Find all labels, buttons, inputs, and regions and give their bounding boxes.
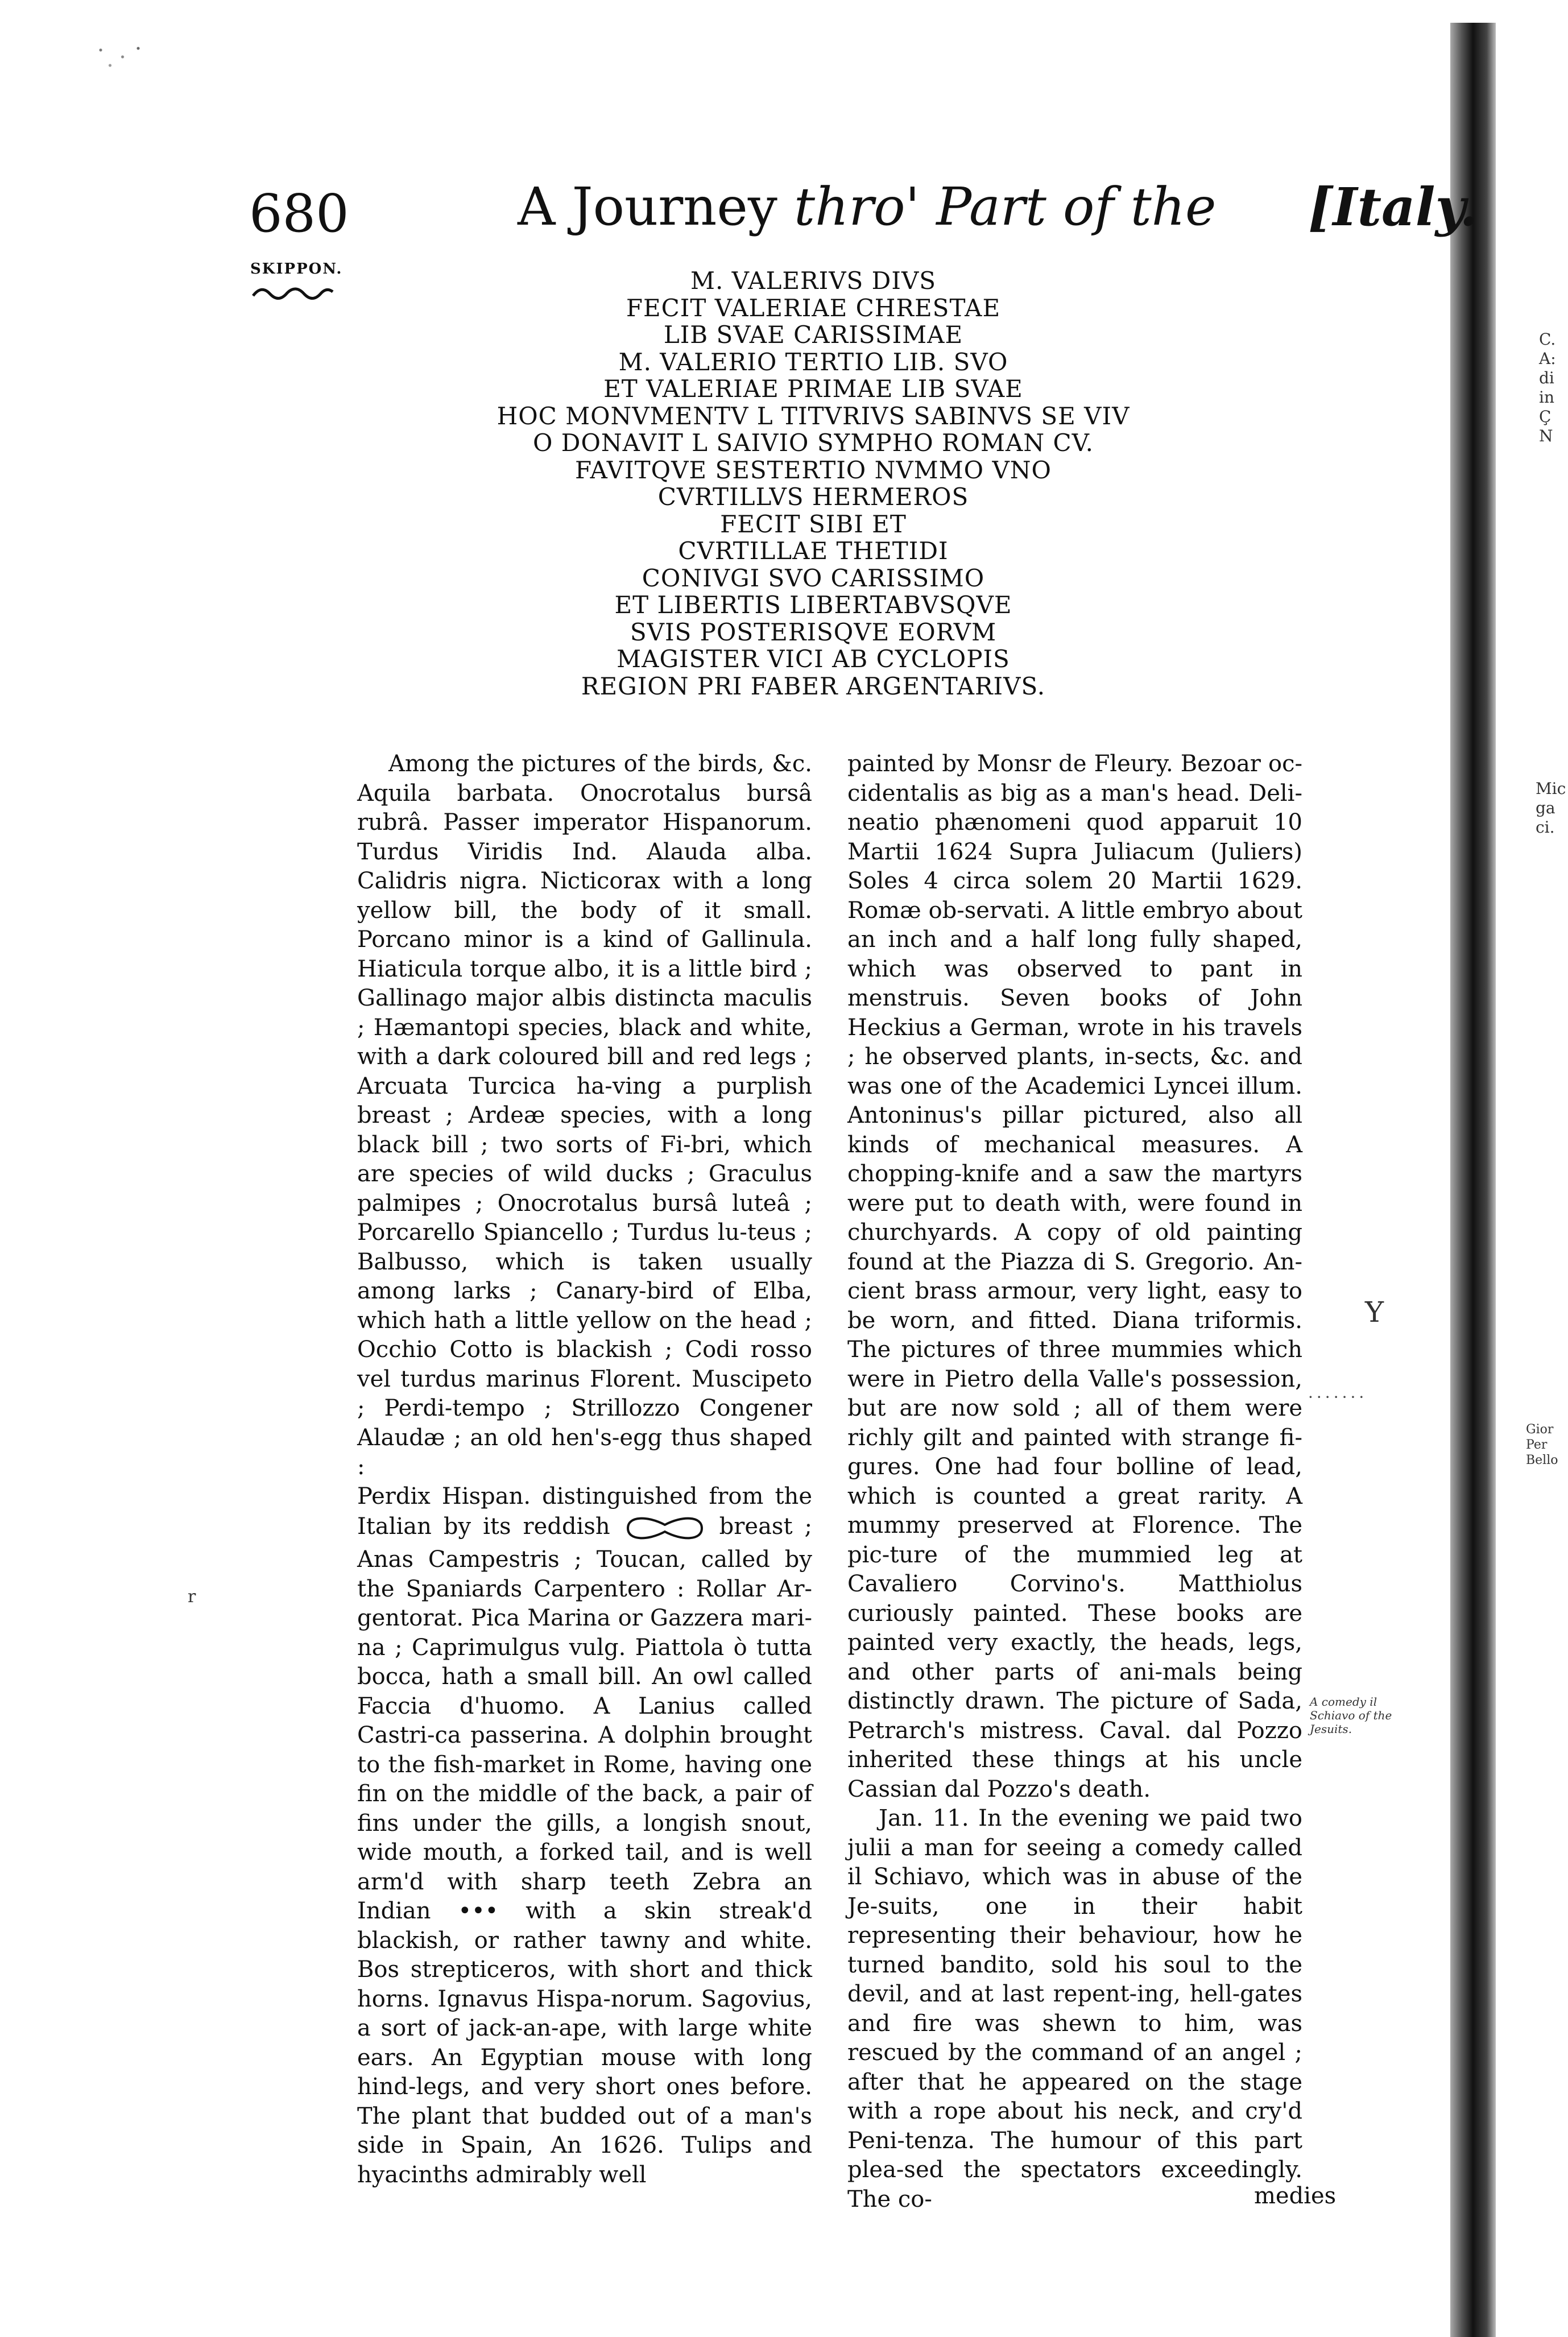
- inscription-line: CVRTILLVS HERMEROS: [657, 483, 969, 511]
- binding-shadow: [1450, 23, 1496, 2337]
- inscription-line: CONIVGI SVO CARISSIMO: [642, 564, 985, 592]
- inscription-line: ET LIBERTIS LIBERTABVSQVE: [614, 591, 1012, 619]
- inscription-line: SVIS POSTERISQVE EORVM: [630, 618, 997, 646]
- right-paragraph-2: Jan. 11. In the evening we paid two julii a man for seeing a comedy called il Schiavo, which was in abuse of the Je-suits, one in their habit representing their behaviour, how he turned bandito, sold his soul to the devil, and at last repent-ing, hell-gates and fire was shewn to him, was rescued by the command of an angel ; after that he appeared on the stage with a rope about his neck, and cry'd Peni-tenza. The humour of this part plea-sed the spectators exceedingly. The co-: [847, 1805, 1302, 2212]
- inscription-line: O DONAVIT L SAIVIO SYMPHO ROMAN CV.: [533, 429, 1094, 457]
- inscription-line: CVRTILLAE THETIDI: [678, 537, 949, 565]
- margin-fragment-top: C. A: di in Ç N: [1539, 330, 1556, 445]
- page-number: 680: [249, 183, 349, 244]
- left-column: [357, 750, 812, 2190]
- margin-fragment-middle: Mic ga ci.: [1536, 779, 1566, 837]
- inscription-line: FECIT SIBI ET: [720, 510, 907, 538]
- right-paragraph-1: painted by Monsr de Fleury. Bezoar oc-cidentalis as big as a man's head. Deli-neatio phænomeni quod apparuit 10 Martii 1624 Supra Juliacum (Juliers) Soles 4 circa solem 20 Martii 1629. Romæ ob-servati. A little embryo about an inch and a half long fully shaped, which was observed to pant in menstruis. Seven books of John Heckius a German, wrote in his travels ; he observed plants, in-sects, &c. and was one of the Academici Lyncei illum. Antoninus's pillar pictured, also all kinds of mechanical measures. A chopping-knife and a saw the martyrs were put to death with, were found in churchyards. A copy of old painting found at the Piazza di S. Gregorio. An-cient brass armour, very light, easy to be worn, and fitted. Diana triformis. The pictures of three mummies which were in Pietro della Valle's possession, but are now sold ; all of them were richly gilt and painted with strange fi-gures. One had four bolline of lead, which is counted a great rarity. A mummy preserved at Florence. The pic-ture of the mummied leg at Cavaliero Corvino's. Matthiolus curiously painted. These books are painted very exactly, the heads, legs, and other parts of ani-mals being distinctly drawn. The picture of Sada, Petrarch's mistress. Caval. dal Pozzo inherited these things at his uncle Cassian dal Pozzo's death.: [847, 751, 1302, 1802]
- left-margin-mark: r: [188, 1587, 196, 1607]
- left-paragraph: [357, 750, 812, 2190]
- inscription-line: M. VALERIO TERTIO LIB. SVO: [618, 348, 1008, 376]
- running-title: [518, 176, 1217, 237]
- inscription-line: LIB SVAE CARISSIMAE: [663, 321, 963, 349]
- section-heading: [Italy.: [1308, 176, 1478, 238]
- inscription-line: HOC MONVMENTV L TITVRIVS SABINVS SE VIV: [497, 402, 1130, 430]
- right-column: [847, 750, 1302, 2214]
- margin-dots: ·······: [1308, 1388, 1368, 1407]
- inscription-line: FECIT VALERIAE CHRESTAE: [626, 293, 1001, 322]
- catchword: medies: [1254, 2183, 1337, 2209]
- inscription-line: MAGISTER VICI AB CYCLOPIS: [617, 645, 1010, 673]
- inscription-line: ET VALERIAE PRIMAE LIB SVAE: [603, 375, 1023, 403]
- ornament-flourish-icon: [250, 282, 336, 304]
- paper-speckles: [88, 40, 151, 74]
- left-text-part3: breast ; Anas Campestris ; Toucan, called by the Spaniards Carpentero : Rollar Ar-gentorat. Pica Marina or Gazzera mari-na ; Caprimulgus vulg. Piattola ò tutta bocca, hath a small bill. An owl called Faccia d'huomo. A Lanius called Castri-ca passerina. A dolphin brought to the fish-market in Rome, having one fin on the middle of the back, a pair of fins under the gills, a longish snout, wide mouth, a forked tail, and is well arm'd with sharp teeth Zebra an Indian ••• with a skin streak'd blackish, or rather tawny and white. Bos strepticeros, with short and thick horns. Ignavus Hispa-norum. Sagovius, a sort of jack-an-ape, with large white ears. An Egyptian mouse with long hind-legs, and very short ones before. The plant that budded out of a man's side in Spain, An 1626. Tulips and hyacinths admirably well: [357, 1513, 813, 2188]
- left-text-part1: Among the pictures of the birds, &c. Aquila barbata. Onocrotalus bursâ rubrâ. Passer imperator Hispanorum. Turdus Viridis Ind. Alauda alba. Calidris nigra. Nicticorax with a long yellow bill, the body of it small. Porcano minor is a kind of Gallinula. Hiaticula torque albo, it is a little bird ; Gallinago major albis distincta maculis ; Hæmantopi species, black and white, with a dark coloured bill and red legs ; Arcuata Turcica ha-ving a purplish breast ; Ardeæ species, with a long black bill ; two sorts of Fi-bri, which are species of wild ducks ; Graculus palmipes ; Onocrotalus bursâ luteâ ; Porcarello Spiancello ; Turdus lu-teus ; Balbusso, which is taken usually among larks ; Canary-bird of Elba, which hath a little yellow on the head ; Occhio Cotto is blackish ; Codi rosso vel turdus marinus Florent. Muscipeto ; Perdi-tempo ; Strillozzo Congener Alaudæ ; an old hen's-egg thus shaped :: [357, 751, 812, 1480]
- running-title-upright: A Journey: [518, 176, 777, 237]
- inscription-line: FAVITQVE SESTERTIO NVMMO VNO: [575, 456, 1052, 484]
- margin-glyph: Y: [1365, 1296, 1384, 1329]
- running-title-italic: thro' Part of the: [794, 176, 1217, 237]
- hens-egg-shape-icon: [622, 1511, 708, 1545]
- inscription-line: REGION PRI FABER ARGENTARIVS.: [581, 672, 1046, 700]
- marginal-note: A comedy il Schiavo of the Jesuits.: [1310, 1695, 1392, 1736]
- author-marker: SKIPPON.: [250, 260, 343, 278]
- margin-fragment-lower: Gior Per Bello: [1526, 1422, 1558, 1467]
- inscription-line: M. VALERIVS DIVS: [690, 267, 937, 295]
- left-text-part2: Perdix Hispan. distinguished from the Italian by its reddish: [357, 1483, 812, 1540]
- latin-inscription: [415, 267, 1211, 700]
